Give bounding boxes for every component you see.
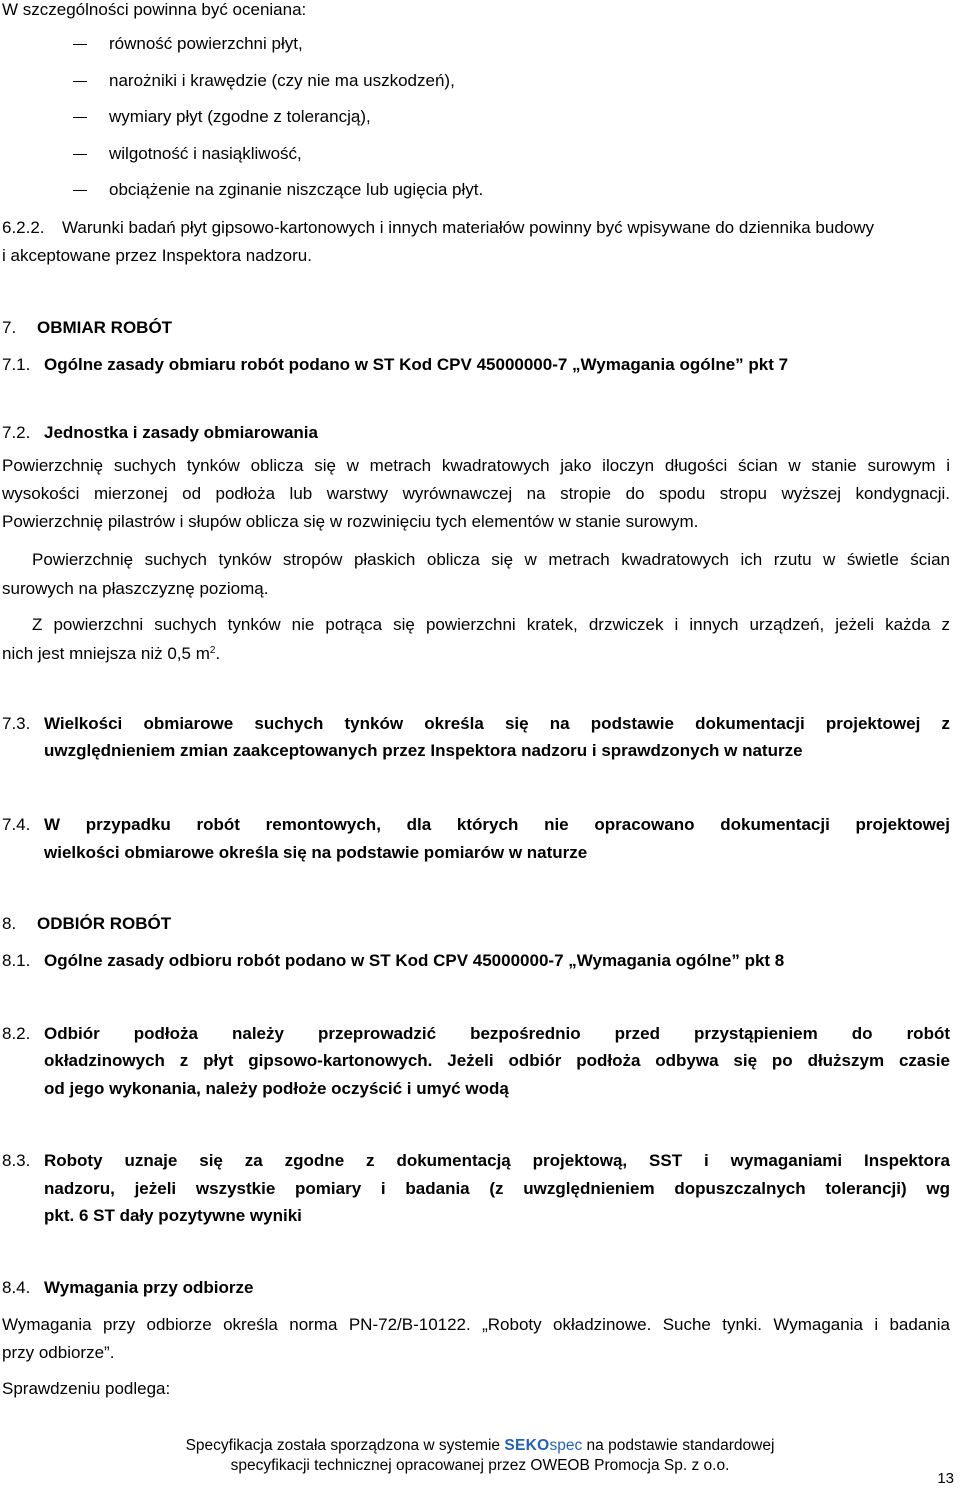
list-dash	[73, 81, 87, 82]
list-item: wilgotność i nasiąkliwość,	[109, 144, 302, 163]
superscript: 2	[209, 645, 216, 656]
paragraph-line: Powierzchnię suchych tynków stropów płaskich oblicza się w metrach kwadratowych ich rzutu w świetle ścian	[32, 550, 950, 569]
paragraph-line: Z powierzchni suchych tynków nie potrąca się powierzchni kratek, drzwiczek i innych urządzeń, jeżeli każda z	[32, 615, 950, 634]
section-8-2-line: od jego wykonania, należy podłoże oczyścić i umyć wodą	[44, 1079, 509, 1098]
brand-logo-spec: spec	[549, 1437, 583, 1454]
section-6-2-2-line: Warunki badań płyt gipsowo-kartonowych i innych materiałów powinny być wpisywane do dziennika budowy	[62, 218, 875, 237]
section-6-2-2-line: i akceptowane przez Inspektora nadzoru.	[2, 246, 312, 265]
paragraph-line: Wymagania przy odbiorze określa norma PN-72/B-10122. „Roboty okładzinowe. Suche tynki. Wymagania i badania	[2, 1315, 950, 1334]
section-8-3-number: 8.3.	[2, 1151, 31, 1170]
paragraph-line: Sprawdzeniu podlega:	[2, 1379, 171, 1398]
section-8-number: 8.	[2, 914, 17, 933]
list-dash	[73, 190, 87, 191]
section-7-4-line: W przypadku robót remontowych, dla których nie opracowano dokumentacji projektowej	[44, 815, 950, 834]
section-8-2-number: 8.2.	[2, 1024, 31, 1043]
paragraph-line: nich jest mniejsza niż 0,5 $m^2$.	[2, 644, 221, 663]
paragraph-line: Powierzchnię pilastrów i słupów oblicza się w rozwinięciu tych elementów w stanie surowym.	[2, 512, 699, 531]
list-item: równość powierzchni płyt,	[109, 34, 303, 53]
section-7-4-line: wielkości obmiarowe określa się na podstawie pomiarów w naturze	[44, 843, 588, 862]
paragraph-line: Powierzchnię suchych tynków oblicza się w metrach kwadratowych jako iloczyn długości ścian w stanie surowym i	[2, 456, 950, 475]
list-item: narożniki i krawędzie (czy nie ma uszkodzeń),	[109, 71, 455, 90]
section-6-2-2-number: 6.2.2.	[2, 218, 45, 237]
section-7-4-number: 7.4.	[2, 815, 31, 834]
section-7-2-number: 7.2.	[2, 423, 31, 442]
paragraph-line: surowych na płaszczyznę poziomą.	[2, 579, 269, 598]
section-7-3-number: 7.3.	[2, 714, 31, 733]
section-7-2-title: Jednostka i zasady obmiarowania	[44, 423, 318, 442]
section-8-2-line: Odbiór podłoża należy przeprowadzić bezpośrednio przed przystąpieniem do robót	[44, 1024, 950, 1043]
section-7-1-title: Ogólne zasady obmiaru robót podano w ST Kod CPV 45000000-7 „Wymagania ogólne” pkt 7	[44, 355, 789, 374]
section-7-1-number: 7.1.	[2, 355, 31, 374]
paragraph-line: wysokości mierzonej od podłoża lub warstwy wyrównawczej na stropie do spodu stropu wyższej kondygnacji.	[2, 484, 950, 503]
section-7-3-line: Wielkości obmiarowe suchych tynków określa się na podstawie dokumentacji projektowej z	[44, 714, 950, 733]
list-dash	[73, 44, 87, 45]
section-7-title: OBMIAR ROBÓT	[37, 318, 173, 337]
section-8-2-line: okładzinowych z płyt gipsowo-kartonowych. Jeżeli odbiór podłoża odbywa się po dłuższym czasie	[44, 1051, 950, 1070]
section-8-3-line: nadzoru, jeżeli wszystkie pomiary i badania (z uwzględnieniem dopuszczalnych tolerancji) wg	[44, 1179, 950, 1198]
section-8-title: ODBIÓR ROBÓT	[37, 914, 172, 933]
section-8-1-title: Ogólne zasady odbioru robót podano w ST Kod CPV 45000000-7 „Wymagania ogólne” pkt 8	[44, 951, 785, 970]
section-8-3-line: Roboty uznaje się za zgodne z dokumentacją projektową, SST i wymaganiami Inspektora	[44, 1151, 950, 1170]
intro-text: W szczególności powinna być oceniana:	[2, 0, 307, 19]
list-dash	[73, 154, 87, 155]
list-item: obciążenie na zginanie niszczące lub ugięcia płyt.	[109, 180, 484, 199]
section-8-4-number: 8.4.	[2, 1278, 31, 1297]
footer-line: Specyfikacja została sporządzona w systemie SEKOspec na podstawie standardowej	[185, 1437, 775, 1454]
list-item: wymiary płyt (zgodne z tolerancją),	[109, 107, 371, 126]
paragraph-line: przy odbiorze”.	[2, 1343, 115, 1362]
footer-line: specyfikacji technicznej opracowanej przez OWEOB Promocja Sp. z o.o.	[230, 1457, 730, 1474]
page-number: 13	[937, 1470, 954, 1487]
brand-logo-seko: SEKO	[504, 1437, 550, 1454]
list-dash	[73, 117, 87, 118]
section-8-4-title: Wymagania przy odbiorze	[44, 1278, 254, 1297]
section-8-1-number: 8.1.	[2, 951, 31, 970]
section-7-number: 7.	[2, 318, 17, 337]
section-8-3-line: pkt. 6 ST dały pozytywne wyniki	[44, 1206, 302, 1225]
section-7-3-line: uwzględnieniem zmian zaakceptowanych przez Inspektora nadzoru i sprawdzonych w naturze	[44, 741, 803, 760]
